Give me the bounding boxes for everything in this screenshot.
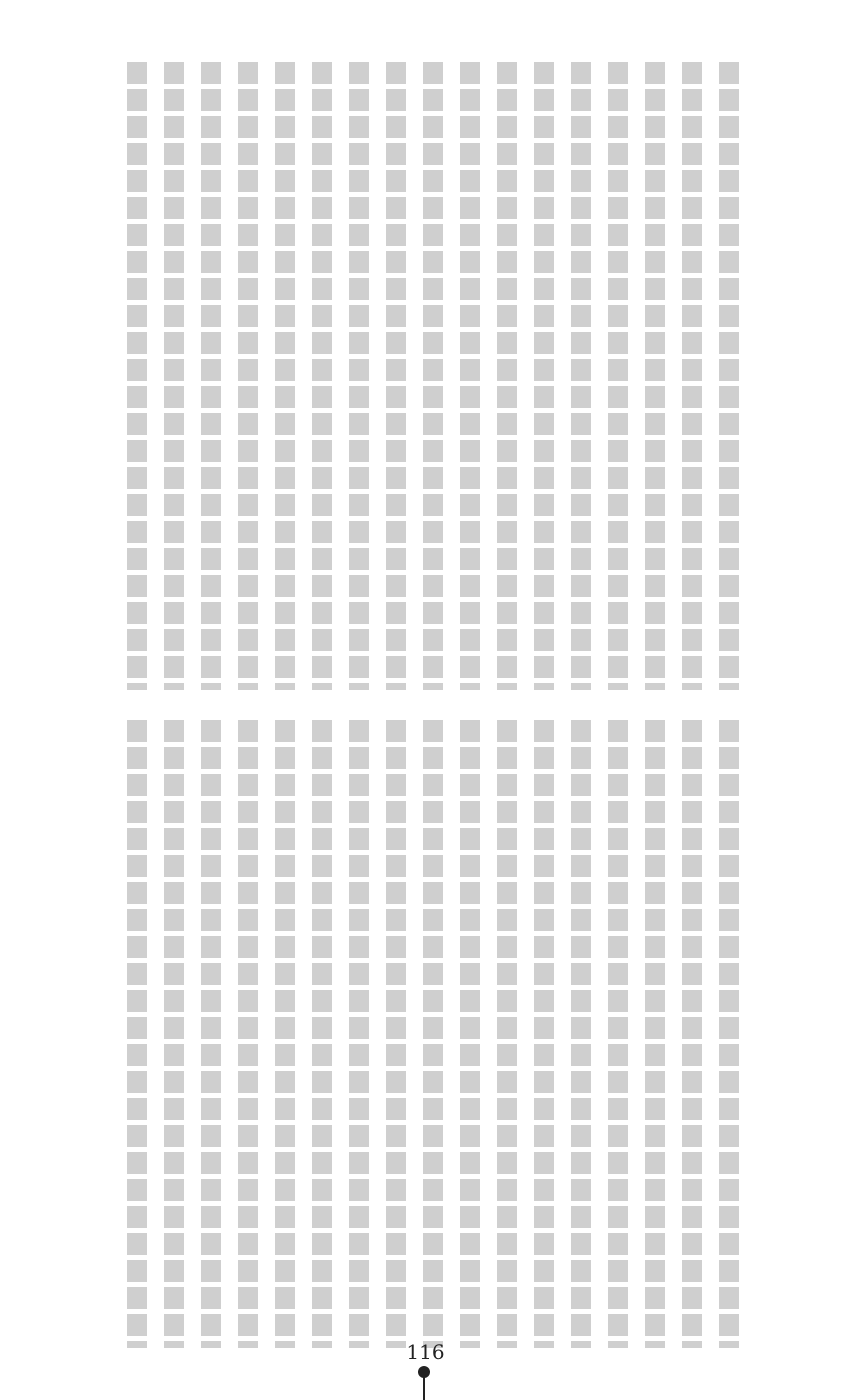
text-column-placeholder [275, 720, 295, 1348]
text-column-placeholder [497, 62, 517, 690]
text-column-placeholder [534, 720, 554, 1348]
text-column-placeholder [127, 720, 147, 1348]
page-ornament-line [423, 1376, 425, 1400]
text-column-placeholder [312, 720, 332, 1348]
text-column-placeholder [238, 62, 258, 690]
text-column-placeholder [719, 720, 739, 1348]
text-column-placeholder [682, 62, 702, 690]
text-column-placeholder [460, 720, 480, 1348]
text-column-placeholder [349, 720, 369, 1348]
text-column-placeholder [312, 62, 332, 690]
text-column-placeholder [201, 62, 221, 690]
text-column-placeholder [127, 62, 147, 690]
text-column-placeholder [423, 720, 443, 1348]
text-column-placeholder [534, 62, 554, 690]
text-column-placeholder [423, 62, 443, 690]
text-column-placeholder [386, 62, 406, 690]
text-column-placeholder [645, 62, 665, 690]
text-column-placeholder [164, 720, 184, 1348]
text-column-placeholder [608, 62, 628, 690]
text-column-placeholder [571, 720, 591, 1348]
text-column-placeholder [275, 62, 295, 690]
lower-text-block [127, 720, 739, 1348]
text-column-placeholder [645, 720, 665, 1348]
text-column-placeholder [571, 62, 591, 690]
text-column-placeholder [201, 720, 221, 1348]
upper-text-block [127, 62, 739, 690]
page-number: 116 [406, 1340, 445, 1364]
text-column-placeholder [386, 720, 406, 1348]
text-column-placeholder [719, 62, 739, 690]
text-column-placeholder [238, 720, 258, 1348]
text-column-placeholder [608, 720, 628, 1348]
text-column-placeholder [497, 720, 517, 1348]
text-column-placeholder [164, 62, 184, 690]
text-column-placeholder [682, 720, 702, 1348]
text-column-placeholder [460, 62, 480, 690]
text-column-placeholder [349, 62, 369, 690]
